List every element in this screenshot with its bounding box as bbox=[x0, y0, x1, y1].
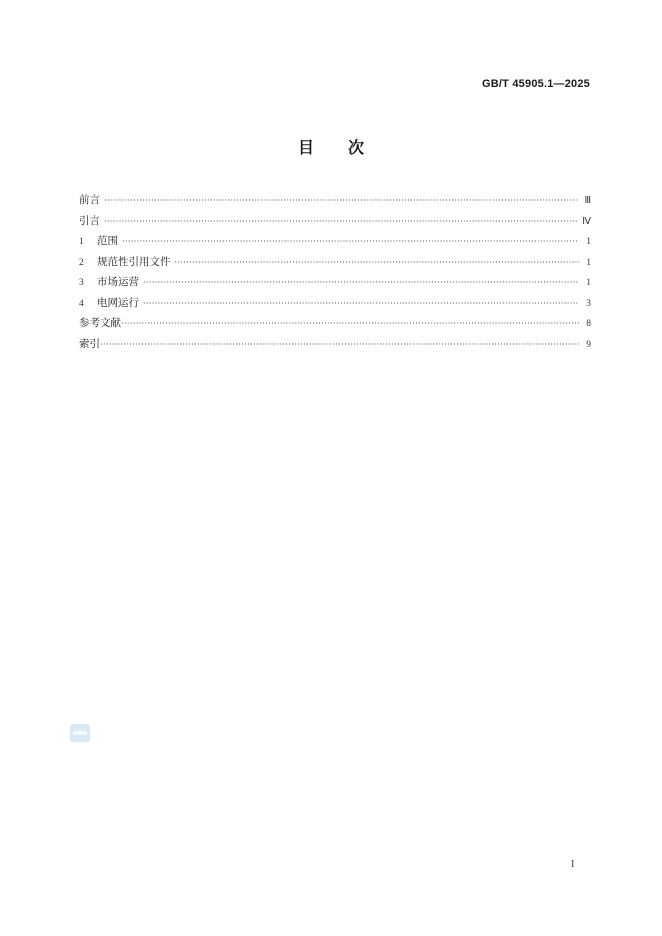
toc-entry-label: 引言 bbox=[79, 214, 100, 227]
toc-entry-label: 索引 bbox=[79, 337, 100, 350]
toc-entry-label: 范围 bbox=[97, 235, 118, 247]
toc-entry-page: 3 bbox=[586, 298, 591, 309]
toc-entry-page: 8 bbox=[586, 319, 591, 329]
toc-leader-dots bbox=[121, 314, 579, 335]
standard-code: GB/T 45905.1—2025 bbox=[482, 78, 590, 90]
toc-entry-scope[interactable] bbox=[79, 231, 591, 252]
toc-entry-index[interactable] bbox=[79, 334, 591, 355]
toc-entry-bibliography[interactable] bbox=[79, 313, 591, 334]
toc-entry-market-operation[interactable] bbox=[79, 272, 591, 293]
toc-leader-dots bbox=[100, 335, 579, 356]
toc-entry-label: 规范性引用文件 bbox=[97, 255, 171, 268]
table-of-contents bbox=[79, 190, 591, 354]
toc-entry-page: 1 bbox=[586, 237, 591, 247]
toc-entry-introduction[interactable] bbox=[79, 211, 591, 232]
toc-entry-normative-references[interactable] bbox=[79, 252, 591, 273]
toc-entry-number: 4 bbox=[79, 298, 84, 309]
toc-entry-label: 市场运营 bbox=[97, 276, 139, 288]
toc-title-part1: 目 bbox=[297, 138, 314, 157]
toc-leader-dots bbox=[104, 212, 578, 233]
toc-entry-page: 1 bbox=[586, 257, 591, 268]
toc-entry-foreword[interactable] bbox=[79, 190, 591, 211]
page-number: I bbox=[571, 859, 575, 870]
toc-entry-number: 3 bbox=[79, 278, 84, 288]
toc-leader-dots bbox=[104, 191, 579, 212]
toc-entry-page: Ⅲ bbox=[584, 196, 591, 206]
toc-entry-grid-operation[interactable] bbox=[79, 293, 591, 314]
toc-leader-dots bbox=[175, 253, 580, 274]
watermark-logo bbox=[70, 724, 90, 742]
toc-title-part2: 次 bbox=[348, 138, 365, 157]
toc-entry-page: 9 bbox=[586, 339, 591, 350]
toc-entry-label: 前言 bbox=[79, 194, 100, 206]
toc-entry-label: 电网运行 bbox=[97, 296, 139, 309]
toc-leader-dots bbox=[143, 294, 579, 315]
toc-entry-page: 1 bbox=[586, 278, 591, 288]
toc-entry-number: 1 bbox=[79, 237, 84, 247]
toc-entry-number: 2 bbox=[79, 257, 84, 268]
toc-leader-dots bbox=[122, 232, 579, 253]
toc-title bbox=[0, 135, 662, 158]
toc-entry-label: 参考文献 bbox=[79, 317, 121, 329]
toc-leader-dots bbox=[143, 273, 579, 294]
toc-entry-page: Ⅳ bbox=[582, 216, 591, 227]
